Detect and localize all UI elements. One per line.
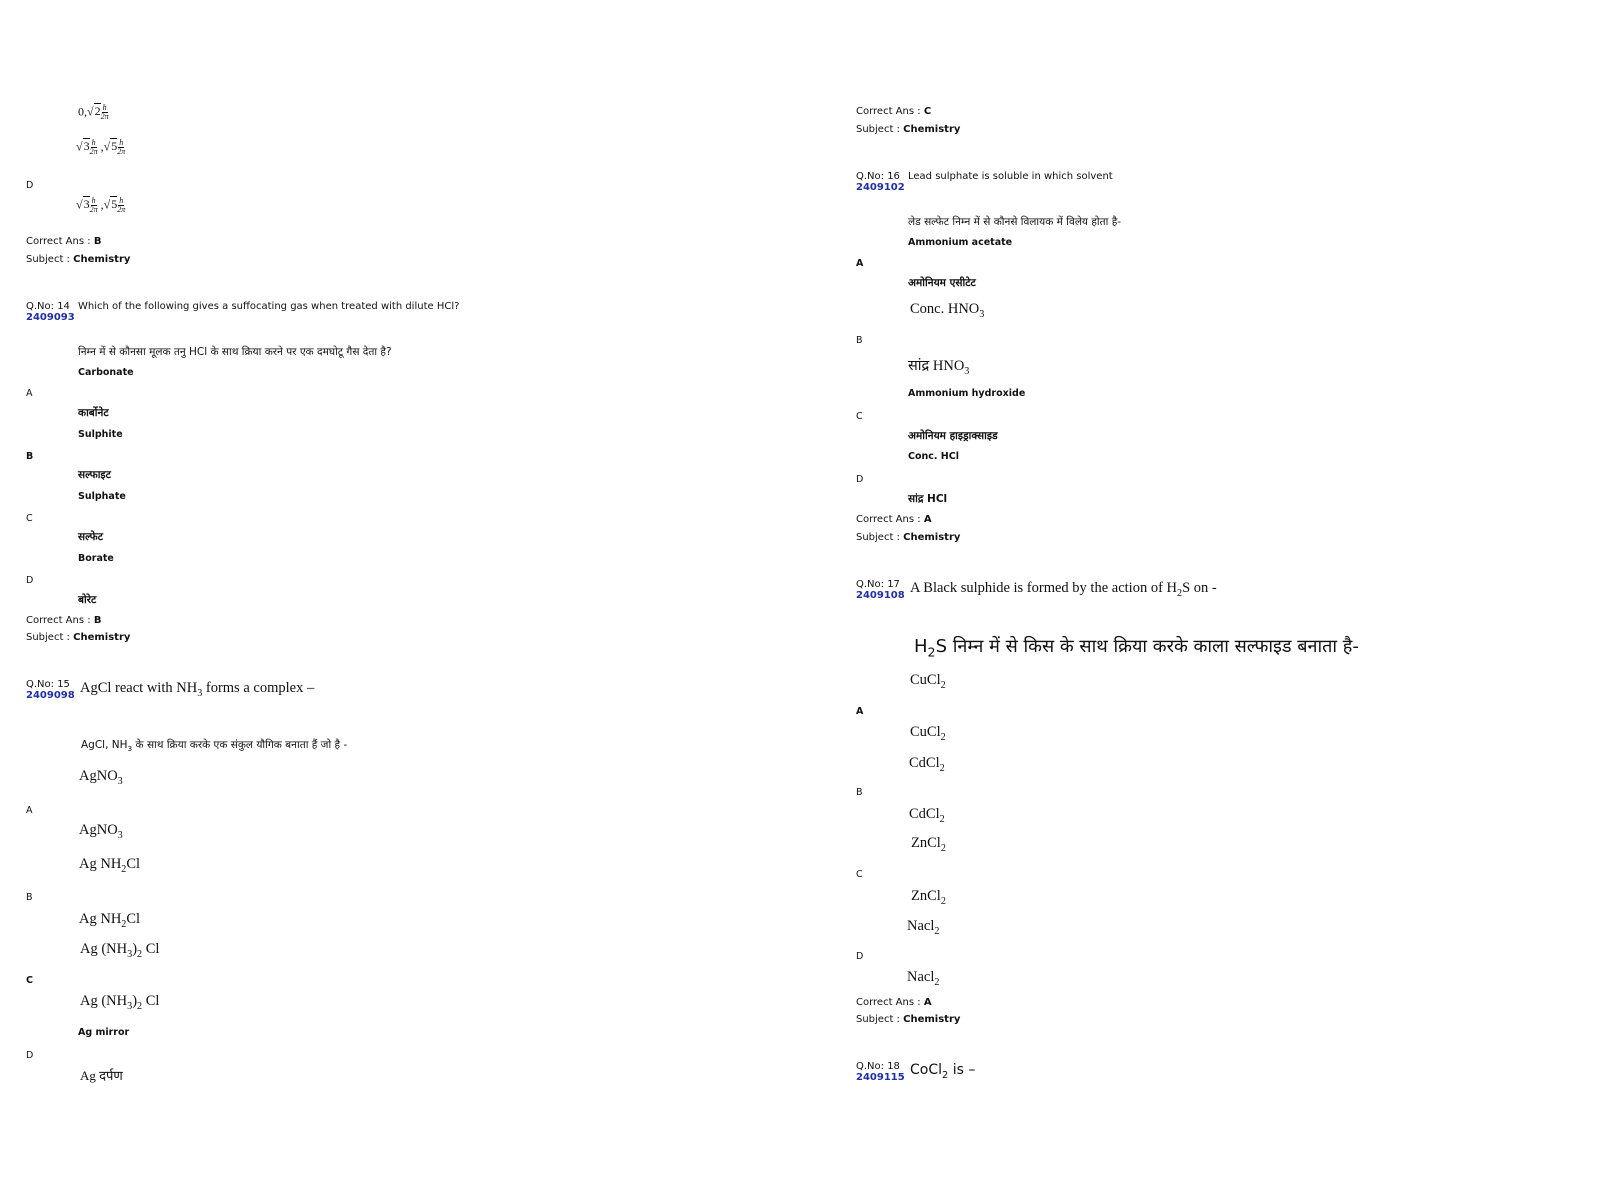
q18-id: 2409115: [856, 1072, 905, 1083]
q16-option-b-hi: सांद्र $HNO_3$: [908, 358, 970, 377]
q14-question-en: Which of the following gives a suffocating gas when treated with dilute HCl?: [78, 301, 460, 312]
q17-id: 2409108: [856, 590, 905, 601]
q13-option-d-text: √3 $\frac{h}{2\pi}$ ,√5 $\frac{h}{2\pi}$: [76, 196, 126, 214]
q14-option-c-hi: सल्फेट: [78, 531, 103, 543]
q14-option-c-en: Sulphate: [78, 491, 126, 502]
q15-option-d-hi: Ag दर्पण: [80, 1068, 123, 1083]
q16-option-d-letter: D: [856, 474, 864, 485]
q16-option-a-hi: अमोनियम एसीटेट: [908, 277, 976, 289]
q14-option-d-hi: बोरेट: [78, 594, 97, 606]
q17-option-c-hi: ZnCl$_2$: [911, 888, 946, 907]
q17-correct-answer: Correct Ans : A: [856, 997, 932, 1008]
q16-option-d-hi: सांद्र HCl: [908, 493, 948, 505]
q13-correct-answer: Correct Ans : B: [26, 236, 102, 247]
q17-option-b-letter: B: [856, 787, 863, 798]
q14-option-c-letter: C: [26, 513, 33, 524]
q17-option-d-en: Nacl$_2$: [907, 918, 940, 937]
q17-number: Q.No: 17: [856, 579, 900, 590]
q13-option-c-text: 0,√2 $\frac{h}{2\pi}$: [78, 103, 109, 121]
q17-option-a-en: CuCl$_2$: [910, 672, 946, 691]
q13-subject: Subject : Chemistry: [26, 254, 131, 265]
q17-option-a-letter: A: [856, 706, 864, 717]
q16-option-b-en: Conc. $HNO_3$: [910, 301, 985, 320]
q14-option-b-en: Sulphite: [78, 429, 123, 440]
q15-id: 2409098: [26, 690, 75, 701]
q15-option-a-hi: AgNO$_3$: [79, 822, 123, 841]
q15-option-c-en: Ag $(NH_3)_2$ Cl: [80, 941, 160, 960]
q15-option-a-en: AgNO$_3$: [79, 768, 123, 787]
q15-option-a-letter: A: [26, 805, 33, 816]
q15-option-b-hi: Ag $NH_2Cl$: [79, 911, 141, 930]
q16-question-en: Lead sulphate is soluble in which solvent: [908, 171, 1113, 182]
q17-question-en: A Black sulphide is formed by the action of $H_2S$ on -: [910, 580, 1217, 599]
q16-correct-answer: Correct Ans : A: [856, 514, 932, 525]
q14-number: Q.No: 14: [26, 301, 70, 312]
q15-correct-answer: Correct Ans : C: [856, 106, 932, 117]
q17-question-hi: $H_2S$ निम्न में से किस के साथ क्रिया करके काला सल्फाइड बनाता है-: [914, 636, 1359, 660]
q17-option-c-letter: C: [856, 869, 863, 880]
q17-option-d-letter: D: [856, 951, 864, 962]
q18-question-en: CoCl$_2$ is –: [910, 1062, 976, 1081]
q13-option-c-alt-text: √3 $\frac{h}{2\pi}$ ,√5 $\frac{h}{2\pi}$: [76, 138, 126, 156]
q16-subject: Subject : Chemistry: [856, 532, 961, 543]
q14-option-b-letter: B: [26, 451, 34, 462]
q15-option-b-en: Ag $NH_2Cl$: [79, 856, 141, 875]
q14-option-b-hi: सल्फाइट: [78, 469, 111, 481]
q15-question-hi: AgCl, $NH_3$ के साथ क्रिया करके एक संकुल यौगिक बनाता हैं जो है -: [81, 739, 348, 754]
q13-option-d-letter: D: [26, 180, 34, 191]
q15-subject: Subject : Chemistry: [856, 124, 961, 135]
q14-option-d-letter: D: [26, 575, 34, 586]
q14-option-a-letter: A: [26, 388, 33, 399]
q15-option-c-hi: Ag $(NH_3)_2$ Cl: [80, 993, 160, 1012]
q14-option-a-en: Carbonate: [78, 367, 134, 378]
q16-id: 2409102: [856, 182, 905, 193]
q14-id: 2409093: [26, 312, 75, 323]
q18-number: Q.No: 18: [856, 1061, 900, 1072]
q17-option-d-hi: Nacl$_2$: [907, 969, 940, 988]
q14-correct-answer: Correct Ans : B: [26, 615, 102, 626]
q16-option-a-letter: A: [856, 258, 864, 269]
q15-option-b-letter: B: [26, 892, 33, 903]
q14-subject: Subject : Chemistry: [26, 632, 131, 643]
q16-option-c-letter: C: [856, 411, 863, 422]
q16-option-d-en: Conc. HCl: [908, 451, 959, 462]
q16-option-c-en: Ammonium hydroxide: [908, 388, 1026, 399]
q15-question-en: AgCl react with $NH_3$ forms a complex –: [80, 680, 315, 699]
q14-option-a-hi: कार्बोनेट: [78, 407, 109, 419]
q16-option-c-hi: अमोनियम हाइड्राक्साइड: [908, 430, 998, 442]
q15-number: Q.No: 15: [26, 679, 70, 690]
q14-question-hi: निम्न में से कौनसा मूलक तनु HCl के साथ क्रिया करने पर एक दमघोटू गैस देता है?: [78, 346, 392, 358]
q16-number: Q.No: 16: [856, 171, 900, 182]
q17-option-a-hi: CuCl$_2$: [910, 724, 946, 743]
q17-option-b-en: CdCl$_2$: [909, 755, 945, 774]
q15-option-d-letter: D: [26, 1050, 34, 1061]
q15-option-d-en: Ag mirror: [78, 1027, 130, 1038]
q17-subject: Subject : Chemistry: [856, 1014, 961, 1025]
q16-option-b-letter: B: [856, 335, 863, 346]
q17-option-c-en: ZnCl$_2$: [911, 835, 946, 854]
q17-option-b-hi: CdCl$_2$: [909, 806, 945, 825]
q16-option-a-en: Ammonium acetate: [908, 237, 1013, 248]
q14-option-d-en: Borate: [78, 553, 114, 564]
q15-option-c-letter: C: [26, 975, 33, 986]
q16-question-hi: लेड सल्फेट निम्न में से कौनसे विलायक में विलेय होता है-: [908, 216, 1122, 228]
